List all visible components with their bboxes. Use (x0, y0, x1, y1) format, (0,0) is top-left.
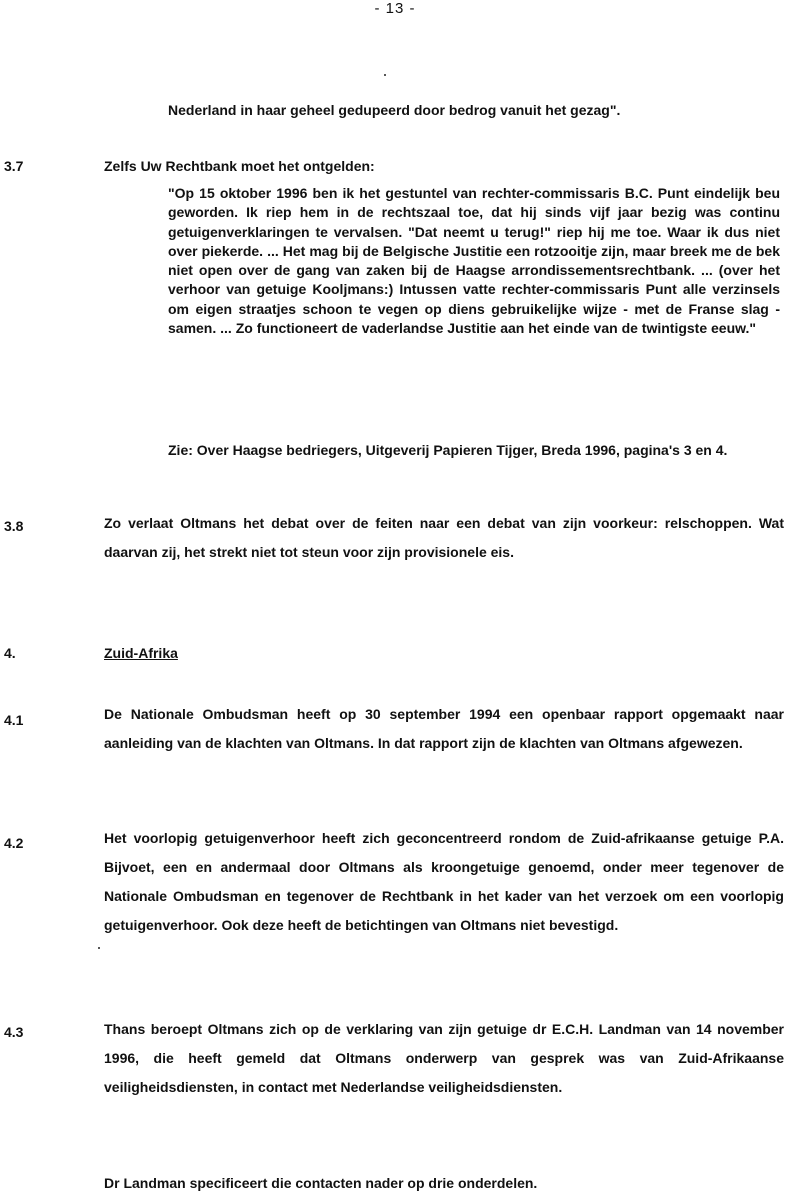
section-number-3-7: 3.7 (4, 158, 24, 174)
section-4-3-body: Thans beroept Oltmans zich op de verklaring van zijn getuige dr E.C.H. Landman van 14 november 1996, die heeft gemeld dat Oltmans onderwerp van gesprek was van Zuid-Afrikaanse veiligheidsdiensten, in contact met Nederlandse veiligheidsdiensten. (104, 1021, 784, 1095)
section-4-title: Zuid-Afrika (104, 645, 178, 661)
section-number-4-2: 4.2 (4, 835, 24, 851)
section-number-4-3: 4.3 (4, 1024, 24, 1040)
section-number-3-8: 3.8 (4, 518, 24, 534)
quote-continuation-line: Nederland in haar geheel gedupeerd door bedrog vanuit het gezag". (168, 102, 621, 118)
section-4-1-body: De Nationale Ombudsman heeft op 30 september 1994 een openbaar rapport opgemaakt naar aanleiding van de klachten van Oltmans. In dat rapport zijn de klachten van Oltmans afgewezen. (104, 706, 784, 751)
speck-mark (384, 74, 386, 76)
section-3-7-reference: Zie: Over Haagse bedriegers, Uitgeverij Papieren Tijger, Breda 1996, pagina's 3 en 4. (168, 442, 728, 458)
speck-mark (98, 947, 100, 949)
section-number-4-1: 4.1 (4, 712, 24, 728)
section-3-8-body: Zo verlaat Oltmans het debat over de feiten naar een debat van zijn voorkeur: relschoppen. Wat daarvan zij, het strekt niet tot steun voor zijn provisionele eis. (104, 515, 784, 560)
section-4-2-body: Het voorlopig getuigenverhoor heeft zich geconcentreerd rondom de Zuid-afrikaanse getuige P.A. Bijvoet, een en andermaal door Oltmans als kroongetuige genoemd, onder meer tegenover de Nationale Ombudsman en tegenover de Rechtbank in het kader van het verzoek om een voorlopig getuigenverhoor. Ook deze heeft de betichtingen van Oltmans niet bevestigd. (104, 830, 784, 933)
closing-line: Dr Landman specificeert die contacten nader op drie onderdelen. (104, 1175, 538, 1191)
section-3-7-quote: "Op 15 oktober 1996 ben ik het gestuntel van rechter-commissaris B.C. Punt eindelijk beu geworden. Ik riep hem in de rechtszaal toe, dat hij sinds vijf jaar bezig was continu getuigenverklaringen te vervalsen. "Dat neemt u terug!" riep hij me toe. Waar ik dus niet over piekerde. ... Het mag bij de Belgische Justitie een rotzooitje zijn, maar breek me de bek niet open over de gang van zaken bij de Haagse arrondissementsrechtbank. ... (over het verhoor van getuige Kooljmans:) Intussen vatte rechter-commissaris Punt alle verzinsels om eigen straatjes schoon te vegen op diens gebruikelijke wijze - met de Franse slag - samen. ... Zo functioneert de vaderlandse Justitie aan het einde van de twintigste eeuw." (168, 185, 780, 337)
section-3-7-intro: Zelfs Uw Rechtbank moet het ontgelden: (104, 158, 375, 174)
section-number-4: 4. (4, 645, 16, 661)
page-number: - 13 - (374, 0, 416, 17)
